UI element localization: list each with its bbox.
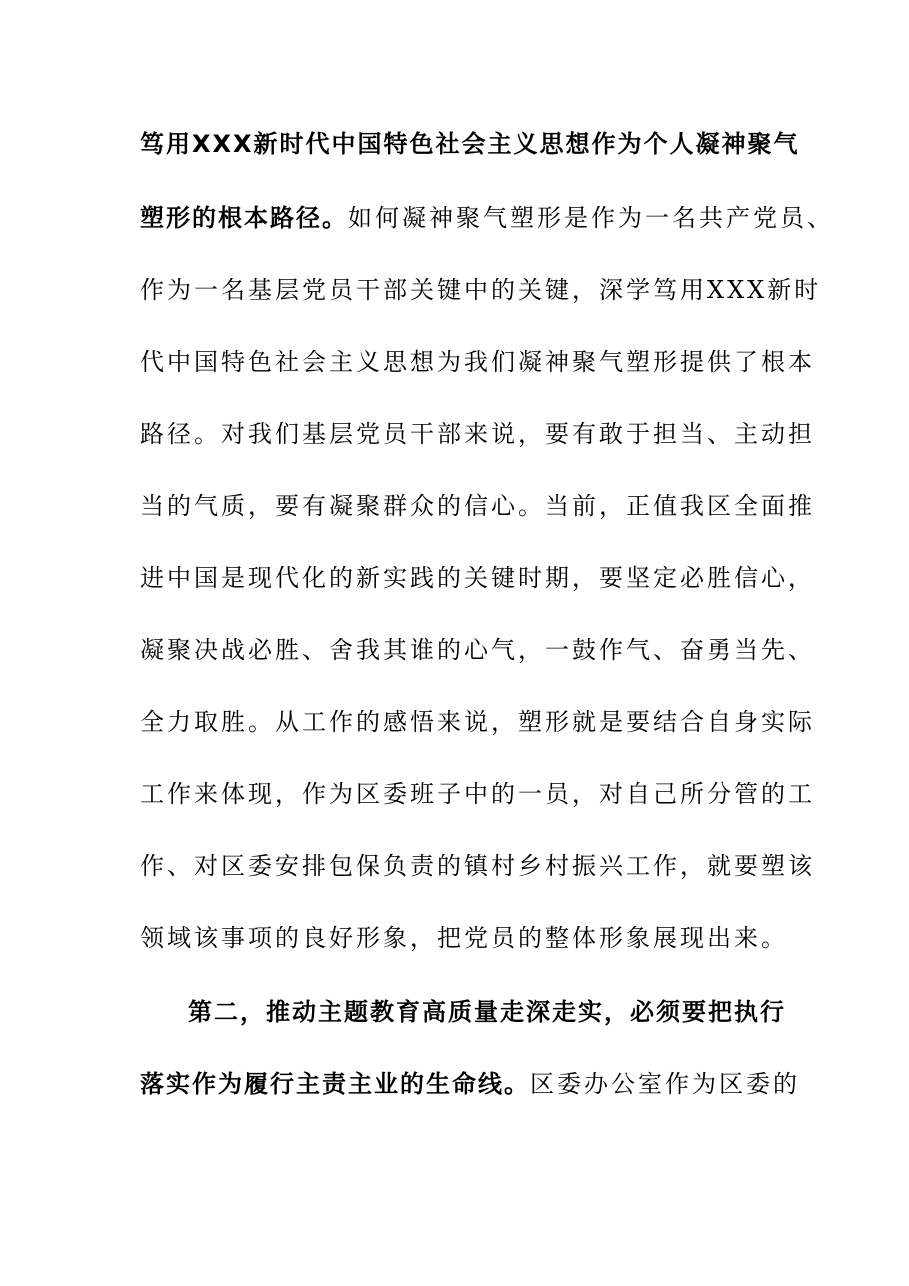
text-line [140, 634, 815, 666]
body-text: 如何凝神聚气塑形是作为一名共产党员、 [348, 204, 834, 232]
text-line [140, 562, 815, 594]
body-text: 代中国特色社会主义思想为我们凝神聚气塑形提供了根本 [140, 348, 815, 376]
body-text: 路径。对我们基层党员干部来说，要有敢于担当、主动担 [140, 420, 815, 448]
body-text: 当的气质，要有凝聚群众的信心。当前，正值我区全面推 [140, 492, 815, 520]
text-line [140, 274, 821, 306]
text-line [140, 346, 815, 378]
bold-lead-text: 第二，推动主题教育高质量走深走实，必须要把执行 [188, 998, 786, 1026]
bold-lead-text: 塑形的根本路径。 [140, 204, 348, 232]
text-line [140, 778, 815, 810]
body-text: 区委办公室作为区委的 [530, 1070, 800, 1098]
text-line [140, 490, 815, 522]
text-line [140, 418, 815, 450]
bold-lead-text: 笃用XXX新时代中国特色社会主义思想作为个人凝神聚气 [140, 130, 800, 158]
text-line [140, 1068, 800, 1100]
text-line [140, 128, 800, 160]
body-text: 凝聚决战必胜、舍我其谁的心气，一鼓作气、奋勇当先、 [140, 636, 815, 664]
body-text: 全力取胜。从工作的感悟来说，塑形就是要结合自身实际 [140, 708, 815, 736]
body-text: 作为一名基层党员干部关键中的关键，深学笃用XXX新时 [140, 276, 822, 304]
text-line [140, 922, 788, 954]
text-line [188, 996, 786, 1028]
text-line [140, 850, 815, 882]
text-line [140, 202, 834, 234]
body-text: 领域该事项的良好形象，把党员的整体形象展现出来。 [140, 924, 788, 952]
text-line [140, 706, 815, 738]
body-text: 工作来体现，作为区委班子中的一员，对自己所分管的工 [140, 780, 815, 808]
body-text: 作、对区委安排包保负责的镇村乡村振兴工作，就要塑该 [140, 852, 815, 880]
body-text: 进中国是现代化的新实践的关键时期，要坚定必胜信心， [140, 564, 815, 592]
bold-lead-text: 落实作为履行主责主业的生命线。 [140, 1070, 530, 1098]
